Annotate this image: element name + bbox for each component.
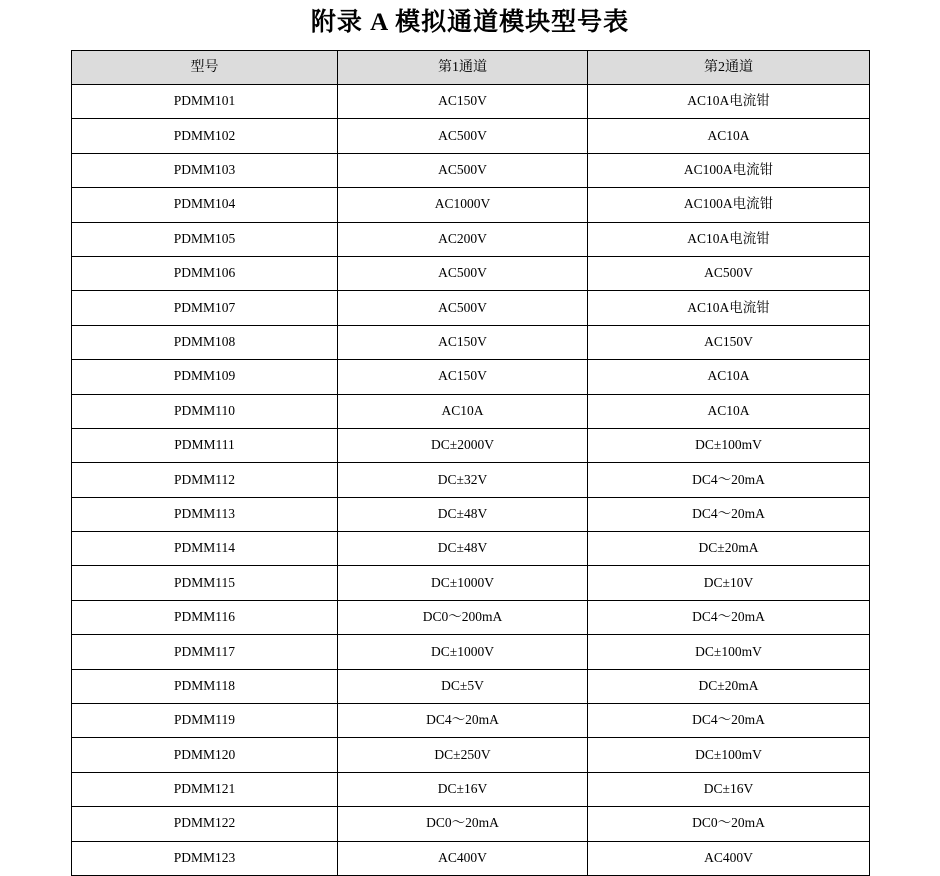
cell-channel-1: AC150V [338,85,588,119]
table-header-row [72,51,870,85]
table-row [72,463,870,497]
table-row [72,669,870,703]
cell-channel-1: DC0～200mA [338,600,588,634]
table-row [72,222,870,256]
cell-channel-1: DC±1000V [338,566,588,600]
cell-channel-2: AC100A电流钳 [588,153,870,187]
table-header [72,51,870,85]
table-row [72,291,870,325]
cell-model: PDMM115 [72,566,338,600]
table-row [72,119,870,153]
table-row [72,153,870,187]
cell-model: PDMM112 [72,463,338,497]
table-row [72,738,870,772]
document-page [0,8,940,865]
cell-channel-2: AC10A [588,360,870,394]
cell-channel-1: AC200V [338,222,588,256]
cell-channel-2: DC4～20mA [588,704,870,738]
table-row [72,360,870,394]
cell-channel-2: AC10A [588,119,870,153]
cell-model: PDMM101 [72,85,338,119]
table-row [72,532,870,566]
cell-channel-1: DC±250V [338,738,588,772]
cell-channel-1: DC±32V [338,463,588,497]
cell-channel-2: DC±10V [588,566,870,600]
table-row [72,188,870,222]
cell-model: PDMM110 [72,394,338,428]
table-row [72,325,870,359]
cell-model: PDMM118 [72,669,338,703]
cell-channel-1: DC±5V [338,669,588,703]
cell-channel-2: AC10A电流钳 [588,85,870,119]
cell-channel-1: AC500V [338,153,588,187]
cell-channel-2: AC10A电流钳 [588,222,870,256]
cell-channel-2: DC±20mA [588,532,870,566]
cell-channel-1: AC10A [338,394,588,428]
cell-channel-1: DC±16V [338,772,588,806]
table-row [72,635,870,669]
cell-channel-1: DC±48V [338,497,588,531]
cell-channel-1: DC0～20mA [338,807,588,841]
page-title: 附录 A 模拟通道模块型号表 [310,9,630,36]
table-row [72,497,870,531]
cell-channel-2: AC500V [588,256,870,290]
table-row [72,256,870,290]
table-row [72,600,870,634]
cell-model: PDMM104 [72,188,338,222]
cell-channel-2: AC10A [588,394,870,428]
cell-model: PDMM120 [72,738,338,772]
table-row [72,704,870,738]
cell-channel-2: AC10A电流钳 [588,291,870,325]
cell-model: PDMM122 [72,807,338,841]
table-row [72,841,870,875]
table-row [72,428,870,462]
cell-model: PDMM116 [72,600,338,634]
cell-channel-2: DC4～20mA [588,463,870,497]
cell-model: PDMM117 [72,635,338,669]
cell-channel-2: DC±100mV [588,428,870,462]
cell-model: PDMM103 [72,153,338,187]
cell-channel-2: DC±100mV [588,635,870,669]
cell-model: PDMM107 [72,291,338,325]
table-row [72,807,870,841]
cell-channel-1: AC500V [338,119,588,153]
cell-channel-2: DC±100mV [588,738,870,772]
table-body [72,85,870,876]
cell-channel-1: AC400V [338,841,588,875]
cell-model: PDMM106 [72,256,338,290]
table-row [72,85,870,119]
cell-model: PDMM108 [72,325,338,359]
module-table-container [71,50,869,876]
cell-channel-2: DC±20mA [588,669,870,703]
cell-channel-2: AC400V [588,841,870,875]
cell-channel-1: DC±48V [338,532,588,566]
cell-model: PDMM113 [72,497,338,531]
cell-model: PDMM109 [72,360,338,394]
cell-channel-2: AC150V [588,325,870,359]
cell-model: PDMM123 [72,841,338,875]
table-row [72,772,870,806]
cell-model: PDMM121 [72,772,338,806]
cell-channel-1: AC1000V [338,188,588,222]
cell-channel-1: AC500V [338,256,588,290]
cell-model: PDMM114 [72,532,338,566]
cell-channel-1: AC150V [338,360,588,394]
cell-channel-1: AC150V [338,325,588,359]
cell-channel-1: DC4～20mA [338,704,588,738]
cell-channel-1: DC±1000V [338,635,588,669]
table-row [72,394,870,428]
cell-channel-2: DC0～20mA [588,807,870,841]
cell-model: PDMM105 [72,222,338,256]
module-type-table [71,50,870,876]
cell-channel-2: DC4～20mA [588,497,870,531]
cell-model: PDMM102 [72,119,338,153]
column-header-channel-2: 第2通道 [588,51,870,85]
cell-model: PDMM111 [72,428,338,462]
cell-channel-2: DC4～20mA [588,600,870,634]
cell-channel-1: DC±2000V [338,428,588,462]
table-row [72,566,870,600]
cell-channel-1: AC500V [338,291,588,325]
cell-model: PDMM119 [72,704,338,738]
column-header-model: 型号 [72,51,338,85]
cell-channel-2: AC100A电流钳 [588,188,870,222]
column-header-channel-1: 第1通道 [338,51,588,85]
cell-channel-2: DC±16V [588,772,870,806]
